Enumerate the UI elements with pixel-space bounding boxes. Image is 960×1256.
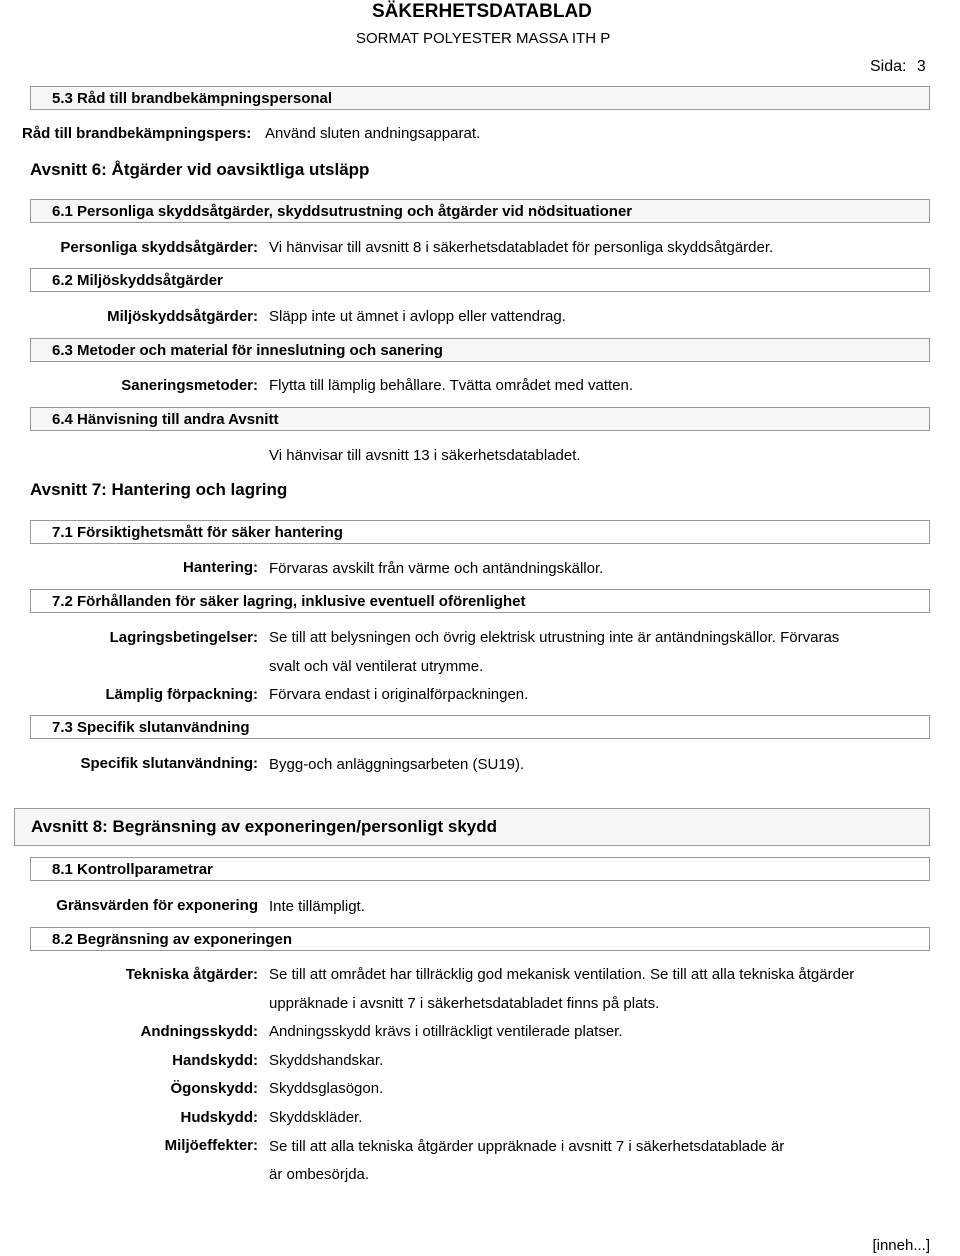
page-label: Sida:	[870, 58, 907, 75]
subsection-8-2-heading: 8.2 Begränsning av exponeringen	[30, 927, 930, 951]
exposure-limits-label: Gränsvärden för exponering	[56, 897, 258, 914]
hand-protection-value: Skyddshandskar.	[269, 1052, 384, 1069]
environmental-effects-label: Miljöeffekter:	[164, 1137, 258, 1154]
specific-end-use-value: Bygg-och anläggningsarbeten (SU19).	[269, 756, 525, 773]
reference-other-sections-value: Vi hänvisar till avsnitt 13 i säkerhetsdatabladet.	[269, 447, 581, 464]
cleanup-methods-value: Flytta till lämplig behållare. Tvätta området med vatten.	[269, 377, 634, 394]
suitable-packaging-value: Förvara endast i originalförpackningen.	[269, 686, 529, 703]
eye-protection-label: Ögonskydd:	[170, 1080, 258, 1097]
specific-end-use-label: Specifik slutanvändning:	[80, 755, 258, 772]
firefighter-advice-value: Använd sluten andningsapparat.	[265, 125, 481, 142]
suitable-packaging-label: Lämplig förpackning:	[105, 686, 258, 703]
eye-protection-value: Skyddsglasögon.	[269, 1080, 384, 1097]
subsection-6-4-heading: 6.4 Hänvisning till andra Avsnitt	[30, 407, 930, 431]
subsection-6-2-heading: 6.2 Miljöskyddsåtgärder	[30, 268, 930, 292]
handling-label: Hantering:	[183, 559, 258, 576]
subsection-7-1-heading: 7.1 Försiktighetsmått för säker hantering	[30, 520, 930, 544]
environmental-effects-value-line1: Se till att alla tekniska åtgärder uppräknade i avsnitt 7 i säkerhetsdatablade är	[269, 1138, 785, 1155]
subsection-8-1-heading: 8.1 Kontrollparametrar	[30, 857, 930, 881]
cleanup-methods-label: Saneringsmetoder:	[121, 377, 258, 394]
storage-conditions-value-line1: Se till att belysningen och övrig elektrisk utrustning inte är antändningskällor. Förvaras	[269, 629, 840, 646]
engineering-measures-value-line1: Se till att området har tillräcklig god mekanisk ventilation. Se till att alla tekniska åtgärder	[269, 966, 855, 983]
exposure-limits-value: Inte tillämpligt.	[269, 898, 365, 915]
environmental-effects-value-line2: är ombesörjda.	[269, 1166, 370, 1183]
firefighter-advice-label: Råd till brandbekämpningspers:	[22, 125, 252, 142]
storage-conditions-label: Lagringsbetingelser:	[109, 629, 258, 646]
section-7-title: Avsnitt 7: Hantering och lagring	[30, 480, 288, 499]
subsection-7-3-heading: 7.3 Specifik slutanvändning	[30, 715, 930, 739]
continued-indicator: [inneh...]	[872, 1237, 930, 1254]
subsection-6-3-heading: 6.3 Metoder och material för inneslutning och sanering	[30, 338, 930, 362]
environmental-precautions-label: Miljöskyddsåtgärder:	[107, 308, 258, 325]
personal-precautions-value: Vi hänvisar till avsnitt 8 i säkerhetsdatabladet för personliga skyddsåtgärder.	[269, 239, 774, 256]
subsection-7-2-heading: 7.2 Förhållanden för säker lagring, inklusive eventuell oförenlighet	[30, 589, 930, 613]
skin-protection-value: Skyddskläder.	[269, 1109, 363, 1126]
product-name: SORMAT POLYESTER MASSA ITH P	[356, 30, 611, 47]
section-8-title: Avsnitt 8: Begränsning av exponeringen/personligt skydd	[14, 808, 930, 846]
storage-conditions-value-line2: svalt och väl ventilerat utrymme.	[269, 658, 484, 675]
subsection-6-1-heading: 6.1 Personliga skyddsåtgärder, skyddsutrustning och åtgärder vid nödsituationer	[30, 199, 930, 223]
personal-precautions-label: Personliga skyddsåtgärder:	[60, 239, 258, 256]
section-6-title: Avsnitt 6: Åtgärder vid oavsiktliga utsläpp	[30, 160, 370, 179]
engineering-measures-value-line2: uppräknade i avsnitt 7 i säkerhetsdatabladet finns på plats.	[269, 995, 660, 1012]
document-title: SÄKERHETSDATABLAD	[372, 1, 592, 22]
engineering-measures-label: Tekniska åtgärder:	[125, 966, 258, 983]
environmental-precautions-value: Släpp inte ut ämnet i avlopp eller vattendrag.	[269, 308, 566, 325]
subsection-5-3-heading: 5.3 Råd till brandbekämpningspersonal	[30, 86, 930, 110]
hand-protection-label: Handskydd:	[172, 1052, 258, 1069]
page-number: 3	[916, 58, 926, 75]
handling-value: Förvaras avskilt från värme och antändningskällor.	[269, 560, 604, 577]
page-indicator	[870, 58, 926, 76]
respiratory-protection-label: Andningsskydd:	[140, 1023, 258, 1040]
skin-protection-label: Hudskydd:	[180, 1109, 258, 1126]
respiratory-protection-value: Andningsskydd krävs i otillräckligt ventilerade platser.	[269, 1023, 623, 1040]
